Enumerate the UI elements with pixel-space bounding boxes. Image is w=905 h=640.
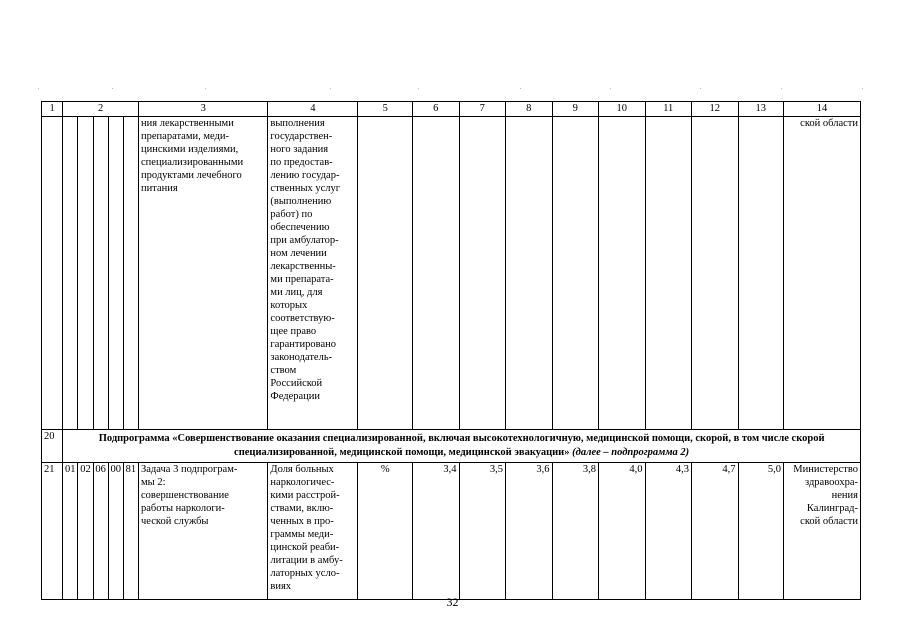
row-number: 21 [42, 463, 63, 600]
table-row-continued [42, 117, 861, 430]
col-number: 10 [599, 102, 646, 117]
cell-empty [63, 117, 78, 430]
code-cell: 81 [123, 463, 138, 600]
value-cell: 3,6 [506, 463, 553, 600]
indicator-cell: выполнения государствен- ного задания по предостав- лению государ- ственных услуг (выполнению работ) по обеспечению при амбулатор- ном лечении лекарственны- ми препарата- ми лиц, для которых соответствую- щее право гарантировано законодатель- ством Российской Федерации [268, 117, 358, 430]
col-number: 8 [506, 102, 553, 117]
code-cell: 02 [78, 463, 93, 600]
unit-cell: % [358, 463, 413, 600]
cell-empty [599, 117, 646, 430]
cell-empty [358, 117, 413, 430]
column-number-row [42, 102, 861, 117]
value-cell: 3,4 [413, 463, 460, 600]
subprogram-note: (далее – подпрограмма 2) [572, 447, 690, 458]
col-number: 2 [63, 102, 139, 117]
value-cell: 4,3 [645, 463, 692, 600]
responsible-cell: Министерство здравоохра- нения Калинград- ской области [783, 463, 860, 600]
value-cell: 3,5 [459, 463, 506, 600]
value-cell: 5,0 [738, 463, 783, 600]
col-number: 11 [645, 102, 692, 117]
responsible-cell: ской области [783, 117, 860, 430]
cell-empty [78, 117, 93, 430]
subprogram-row [42, 430, 861, 463]
col-number: 5 [358, 102, 413, 117]
cell-empty [413, 117, 460, 430]
col-number: 13 [738, 102, 783, 117]
cell-empty [506, 117, 553, 430]
cell-empty [459, 117, 506, 430]
cell-empty [645, 117, 692, 430]
col-number: 1 [42, 102, 63, 117]
cell-empty [42, 117, 63, 430]
page-number: 32 [446, 595, 459, 609]
code-cell: 01 [63, 463, 78, 600]
col-number: 6 [413, 102, 460, 117]
task-description-cell: Задача 3 подпрограм- мы 2: совершенствование работы наркологи- ческой службы [139, 463, 268, 600]
col-number: 7 [459, 102, 506, 117]
program-table [41, 101, 861, 600]
indicator-cell: Доля больных наркологичес- кими расстрой- ствами, вклю- ченных в про- граммы меди- цинской реаби- литации в амбу- латорных усло- виях [268, 463, 358, 600]
col-number: 4 [268, 102, 358, 117]
row-number: 20 [42, 430, 63, 463]
col-number: 9 [552, 102, 599, 117]
col-number: 14 [783, 102, 860, 117]
subprogram-title-text: Подпрограмма «Совершенствование оказания специализированной, включая высокотехнологичную, медицинской помощи, скорой, в том числе скорой специализированной, медицинской помощи, медицинской эвакуации» [98, 433, 825, 458]
col-number: 3 [139, 102, 268, 117]
code-cell: 00 [108, 463, 123, 600]
cell-empty [123, 117, 138, 430]
cell-empty [738, 117, 783, 430]
col-number: 12 [692, 102, 739, 117]
scan-artifact-dots [0, 88, 905, 90]
cell-empty [552, 117, 599, 430]
code-cell: 06 [93, 463, 108, 600]
value-cell: 4,0 [599, 463, 646, 600]
value-cell: 4,7 [692, 463, 739, 600]
task-description-cell: ния лекарственными препаратами, меди- цинскими изделиями, специализированными продуктами лечебного питания [139, 117, 268, 430]
value-cell: 3,8 [552, 463, 599, 600]
table-row-21 [42, 463, 861, 600]
subprogram-title [63, 430, 861, 463]
cell-empty [692, 117, 739, 430]
cell-empty [93, 117, 108, 430]
cell-empty [108, 117, 123, 430]
